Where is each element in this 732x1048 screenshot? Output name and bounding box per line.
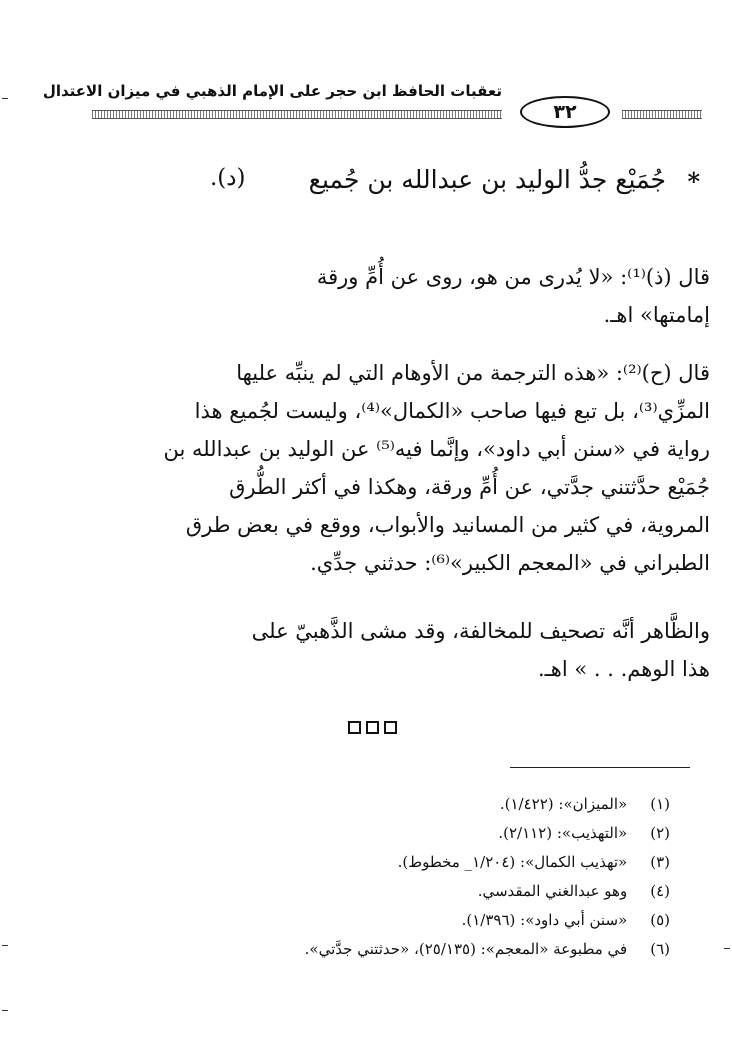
footnote-text: «الميزان»: (١/٤٢٢).	[499, 795, 628, 813]
text-line: رواية في «سنن أبي داود»، وإنَّما فيه⁽⁵⁾ عن الوليد بن عبدالله بن	[163, 437, 710, 461]
footnote-item	[180, 848, 670, 877]
footnote-text: «سنن أبي داود»: (١/٣٩٦).	[461, 911, 628, 929]
paragraph-ibn-hajar	[100, 354, 710, 582]
footnote-text: وهو عبدالغني المقدسي.	[477, 882, 628, 900]
paragraph-conclusion	[100, 612, 710, 688]
star-icon: *	[687, 167, 700, 196]
footnote-number: (٢)	[650, 824, 670, 842]
footnotes	[180, 790, 670, 964]
footnote-number: (٣)	[650, 853, 670, 871]
separator-ornament	[366, 721, 379, 734]
scan-mark	[2, 1010, 8, 1011]
footnote-number: (١)	[650, 795, 670, 813]
text-line: قال (ح)⁽²⁾: «هذه الترجمة من الأوهام التي لم ينبِّه عليها	[236, 361, 710, 385]
footnote-rule	[510, 767, 690, 768]
text-line: والظَّاهر أنَّه تصحيف للمخالفة، وقد مشى الذَّهبيّ على	[251, 619, 710, 643]
footnote-item	[180, 935, 670, 964]
entry-code: (د).	[210, 165, 246, 191]
separator-ornament	[384, 721, 397, 734]
scan-mark	[2, 98, 8, 99]
footnote-item	[180, 819, 670, 848]
footnote-number: (٤)	[650, 882, 670, 900]
text-line: إمامتها» اهـ.	[603, 303, 710, 327]
text-line: جُمَيْع حدَّثتني جدَّتي، عن أُمِّ ورقة، وهكذا في أكثر الطُّرق	[229, 475, 710, 499]
page-number: ٣٢	[520, 96, 610, 128]
text-line: هذا الوهم. . . » اهـ.	[537, 657, 710, 681]
separator-ornament	[348, 721, 361, 734]
footnote-item	[180, 906, 670, 935]
header-rule	[92, 110, 502, 119]
scan-mark	[724, 948, 730, 949]
footnote-item	[180, 877, 670, 906]
footnote-text: في مطبوعة «المعجم»: (٢٥/١٣٥)، «حدثتني جدَّتي».	[304, 940, 628, 958]
header-rule-right	[622, 110, 702, 119]
text-line: المزِّي⁽³⁾، بل تبع فيها صاحب «الكمال»⁽⁴⁾، وليست لجُميع هذا	[194, 399, 710, 423]
footnote-number: (٥)	[650, 911, 670, 929]
entry-heading	[150, 165, 700, 205]
running-header-title: تعقبات الحافظ ابن حجر على الإمام الذهبي في ميزان الاعتدال	[42, 82, 502, 100]
paragraph-dhahabi	[100, 258, 710, 334]
text-line: قال (ذ)⁽¹⁾: «لا يُدرى من هو، روى عن أُمِّ ورقة	[316, 265, 710, 289]
text-line: المروية، في كثير من المسانيد والأبواب، ووقع في بعض طرق	[185, 513, 710, 537]
text-line: الطبراني في «المعجم الكبير»⁽⁶⁾: حدثني جدِّي.	[310, 551, 710, 575]
footnote-number: (٦)	[650, 940, 670, 958]
scan-mark	[2, 945, 8, 946]
footnote-item	[180, 790, 670, 819]
footnote-text: «التهذيب»: (٢/١١٢).	[498, 824, 628, 842]
entry-name: جُمَيْع جدُّ الوليد بن عبدالله بن جُميع	[308, 165, 666, 194]
footnote-text: «تهذيب الكمال»: (١/٢٠٤_ مخطوط).	[397, 853, 628, 871]
